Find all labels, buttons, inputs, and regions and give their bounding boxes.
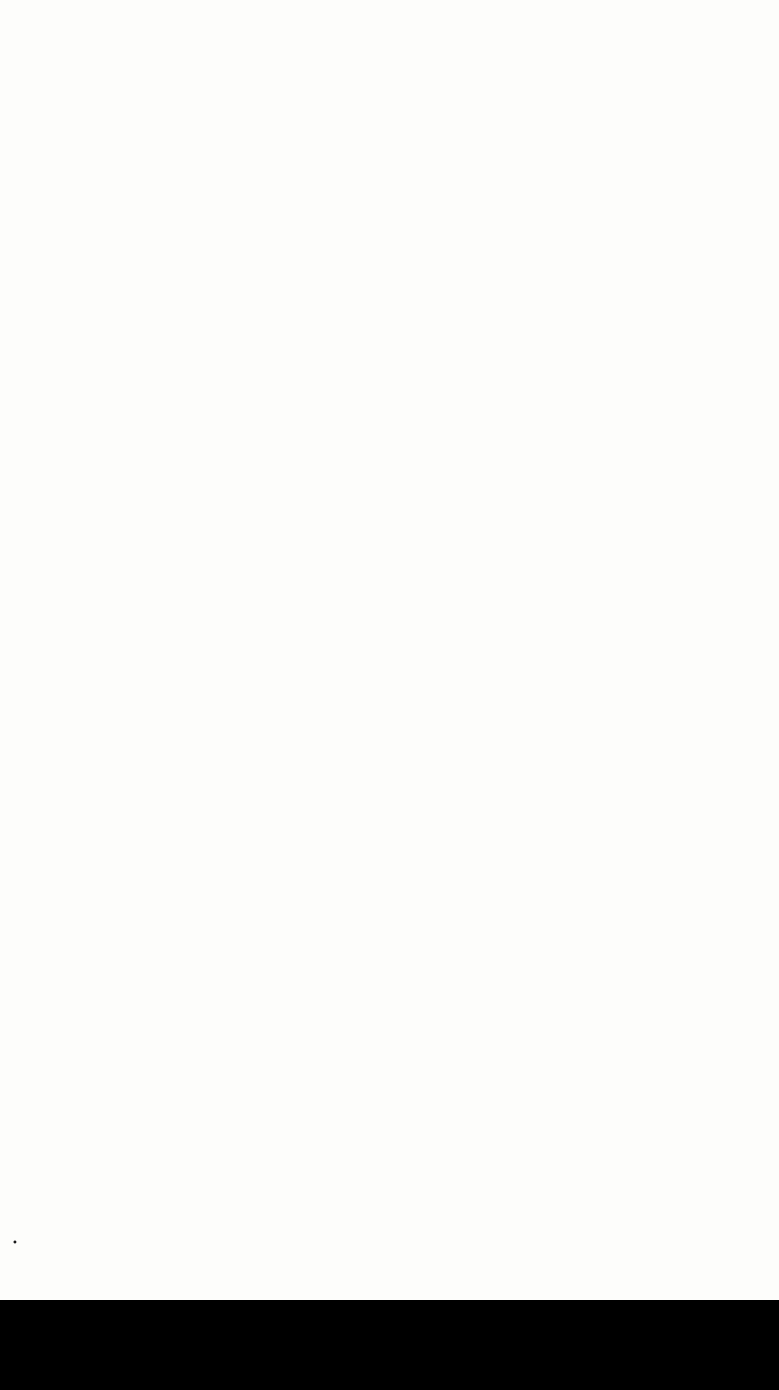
- watermark-bar: [0, 1300, 779, 1390]
- page-header: [135, 6, 149, 50]
- stray-mark: •: [12, 1238, 18, 1249]
